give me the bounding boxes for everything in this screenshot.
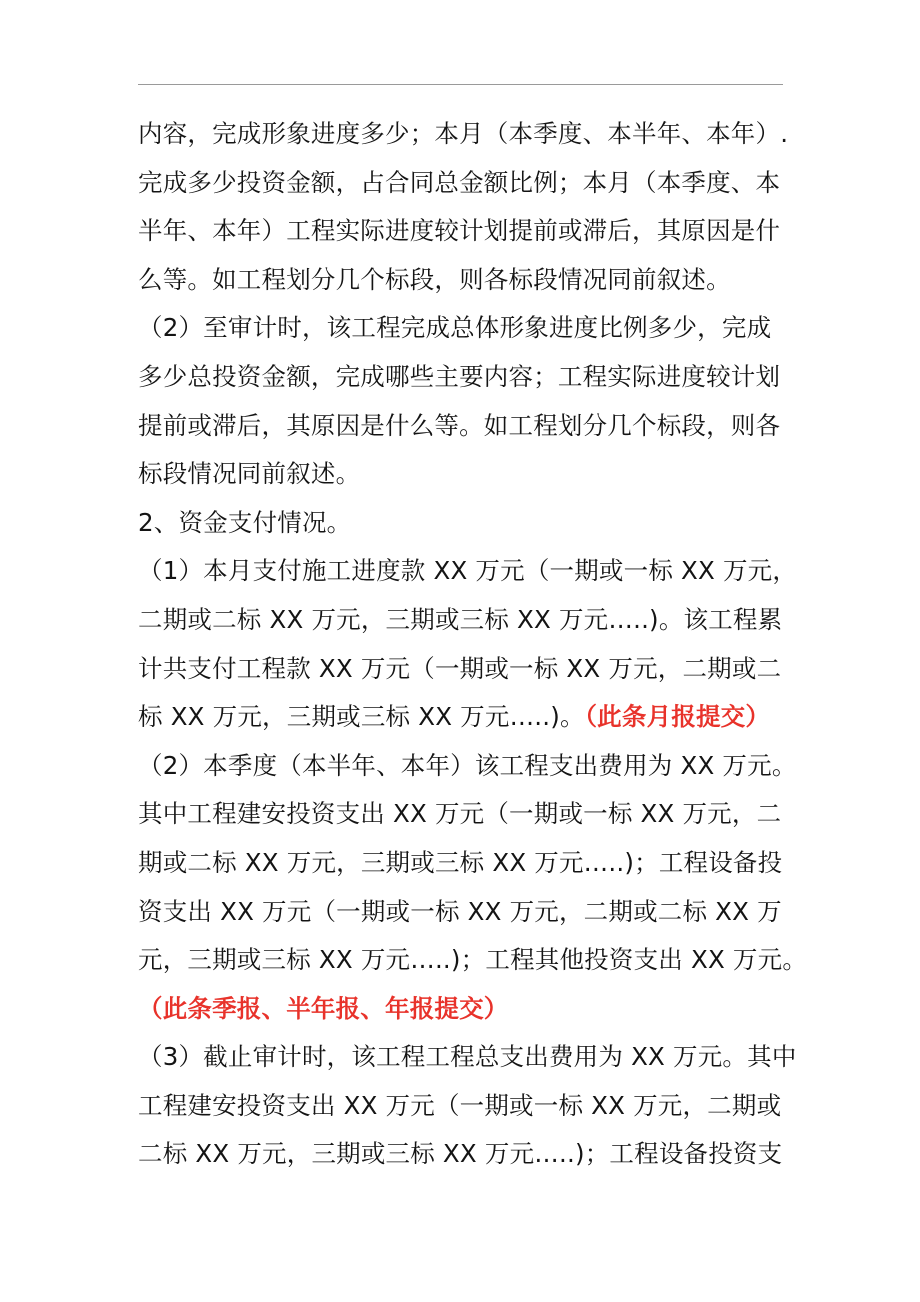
text-line: 元，三期或三标 XX 万元…..)；工程其他投资支出 XX 万元。 (138, 945, 808, 975)
text-line: （3）截止审计时，该工程工程总支出费用为 XX 万元。其中 (138, 1042, 797, 1072)
text-line: 内容，完成形象进度多少；本月（本季度、本半年、本年）. (138, 119, 789, 148)
text-line: 二期或二标 XX 万元，三期或三标 XX 万元…..)。该工程累 (138, 604, 783, 634)
text-line: 资支出 XX 万元（一期或一标 XX 万元，二期或二标 XX 万 (138, 896, 782, 926)
text-line: 工程建安投资支出 XX 万元（一期或一标 XX 万元，二期或 (138, 1090, 782, 1120)
text-line: 二标 XX 万元，三期或三标 XX 万元…..)；工程设备投资支 (138, 1139, 783, 1169)
text-line: 么等。如工程划分几个标段，则各标段情况同前叙述。 (138, 264, 731, 294)
text-line: 提前或滞后，其原因是什么等。如工程划分几个标段，则各 (138, 410, 781, 440)
text-line: 计共支付工程款 XX 万元（一期或一标 XX 万元，二期或二 (138, 653, 782, 683)
text-line: （1）本月支付施工进度款 XX 万元（一期或一标 XX 万元， (138, 556, 798, 586)
text-line: 标段情况同前叙述。 (138, 459, 361, 489)
text-line: 其中工程建安投资支出 XX 万元（一期或一标 XX 万元，二 (138, 799, 782, 829)
header-rule (138, 84, 783, 85)
quarterly-report-note: （此条季报、半年报、年报提交） (138, 993, 509, 1023)
text-line: 期或二标 XX 万元，三期或三标 XX 万元…..)；工程设备投 (138, 847, 783, 877)
text-line (138, 985, 798, 1034)
text-line: 标 XX 万元，三期或三标 XX 万元…..)。（此条月报提交） (138, 702, 771, 732)
monthly-report-note: （此条月报提交） (584, 702, 771, 732)
section-heading: 2、资金支付情况。 (138, 507, 352, 537)
text-line: 多少总投资金额，完成哪些主要内容；工程实际进度较计划 (138, 361, 781, 391)
document-body (138, 110, 808, 1179)
text-line: （2）本季度（本半年、本年）该工程支出费用为 XX 万元。 (138, 750, 797, 780)
text-line: 完成多少投资金额，占合同总金额比例；本月（本季度、本 (138, 167, 781, 197)
text-line: （2）至审计时，该工程完成总体形象进度比例多少，完成 (138, 313, 772, 343)
text-line: 半年、本年）工程实际进度较计划提前或滞后，其原因是什 (138, 216, 781, 246)
